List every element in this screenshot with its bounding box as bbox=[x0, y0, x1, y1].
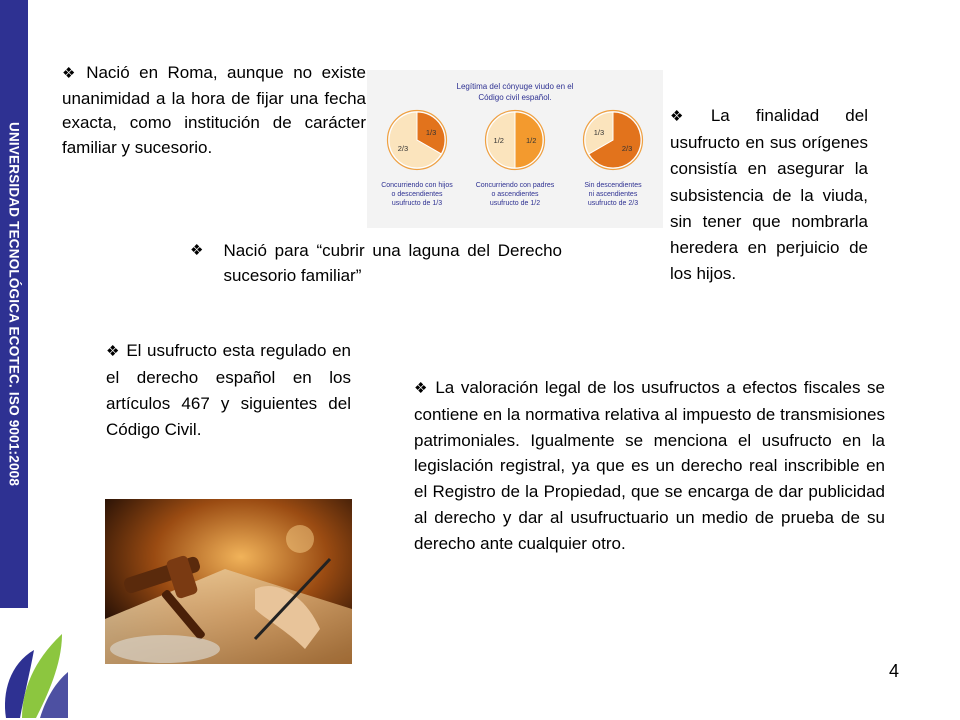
diamond-bullet-icon: ❖ bbox=[190, 242, 204, 259]
sidebar-title bbox=[0, 0, 28, 608]
diamond-bullet-icon: ❖ bbox=[62, 65, 81, 82]
sidebar-title-text: UNIVERSIDAD TECNOLÓGICA ECOTEC. ISO 9001:2008 bbox=[6, 121, 22, 487]
text-block-valoracion: ❖ La valoración legal de los usufructos a efectos fiscales se contiene en la normativa relativa al impuesto de transmisiones patrimoniales. Igualmente se menciona el usufructo en la legislación registral, ya que es un derecho real inscribible en el Registro de la Propiedad, que se encarga de dar publicidad al derecho y dar al usufructuario un medio de prueba de su derecho ante cualquier otro. bbox=[414, 378, 885, 553]
pie-3-caption-line-3: usufructo de 2/3 bbox=[587, 200, 639, 207]
pie-1-caption-line-1: Concurriendo con hijos bbox=[381, 182, 453, 189]
pie-2-caption-line-1: Concurriendo con padres bbox=[475, 182, 555, 189]
text-block-origin: ❖ Nació en Roma, aunque no existe unanimidad a la hora de fijar una fecha exacta, como institución de carácter familiar y sucesorio. bbox=[62, 63, 366, 157]
diamond-bullet-icon: ❖ bbox=[106, 343, 121, 360]
pie-2-caption-line-3: usufructo de 1/2 bbox=[489, 200, 541, 207]
pie-1-slice-2-label: 2/3 bbox=[397, 144, 409, 154]
pie-1-caption-line-2: o descendientes bbox=[391, 191, 443, 198]
page-number: 4 bbox=[889, 661, 900, 681]
chart-title-line1: Legítima del cónyuge viudo en el bbox=[456, 82, 574, 91]
text-block-codigo-civil: ❖ El usufructo esta regulado en el derecho español en los artículos 467 y siguientes del Código Civil. bbox=[106, 341, 351, 439]
pie-3-caption-line-1: Sin descendientes bbox=[584, 182, 642, 189]
pie-1-slice-1-label: 1/3 bbox=[425, 127, 437, 137]
legitima-chart-svg bbox=[367, 70, 663, 228]
ecotec-leaf-logo bbox=[0, 612, 70, 720]
text-block-finalidad: ❖ La finalidad del usufructo en sus orígenes consistía en asegurar la subsistencia de la viuda, sin tener que nombrarla heredera en perjuicio de los hijos. bbox=[670, 106, 868, 284]
pie-3-caption-line-2: ni ascendientes bbox=[588, 191, 638, 198]
pie-2-slice-2-label: 1/2 bbox=[493, 136, 504, 145]
pie-3-slice-2-label: 1/3 bbox=[593, 127, 605, 137]
legitima-chart bbox=[367, 70, 663, 228]
diamond-bullet-icon: ❖ bbox=[670, 108, 705, 125]
text-block-laguna: ❖ Nació para “cubrir una laguna del Derecho sucesorio familiar” bbox=[190, 239, 562, 288]
diamond-bullet-icon: ❖ bbox=[414, 380, 430, 397]
pie-1-caption-line-3: usufructo de 1/3 bbox=[391, 200, 443, 207]
pie-3-slice-1-label: 2/3 bbox=[621, 144, 633, 154]
gavel-writing-photo bbox=[105, 499, 352, 664]
pie-2-caption-line-2: o ascendientes bbox=[491, 191, 539, 198]
pie-2-slice-1-label: 1/2 bbox=[526, 136, 537, 145]
chart-title-line2: Código civil español. bbox=[478, 93, 552, 102]
